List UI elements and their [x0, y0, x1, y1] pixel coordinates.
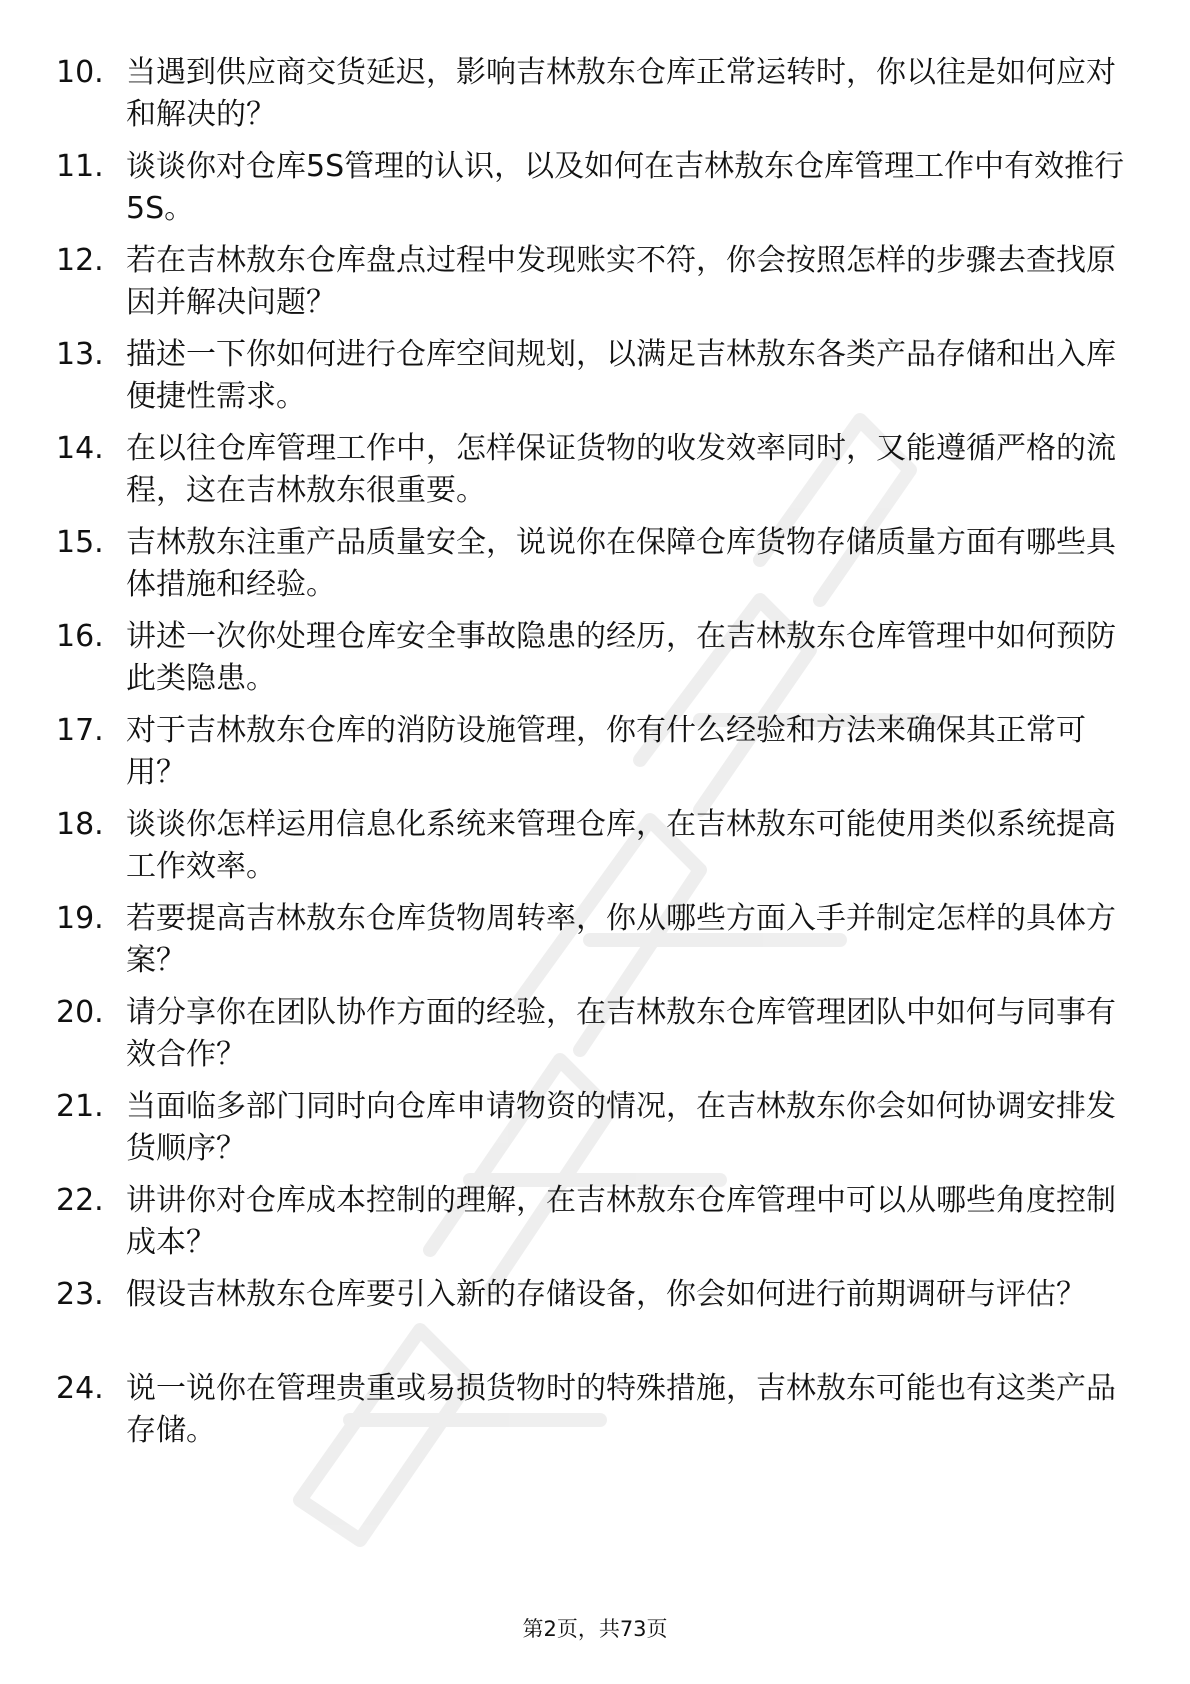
question-text: 描述一下你如何进行仓库空间规划，以满足吉林敖东各类产品存储和出入库便捷性需求。 — [126, 337, 1116, 414]
question-text: 当遇到供应商交货延迟，影响吉林敖东仓库正常运转时，你以往是如何应对和解决的？ — [126, 55, 1116, 132]
question-number: 21. — [56, 1089, 104, 1124]
question-item — [0, 240, 1190, 330]
question-item — [0, 710, 1190, 800]
question-text: 吉林敖东注重产品质量安全，说说你在保障仓库货物存储质量方面有哪些具体措施和经验。 — [126, 525, 1116, 602]
question-text: 在以往仓库管理工作中，怎样保证货物的收发效率同时，又能遵循严格的流程，这在吉林敖东很重要。 — [126, 431, 1116, 508]
question-number: 12. — [56, 243, 104, 278]
question-number: 13. — [56, 337, 104, 372]
question-number: 22. — [56, 1183, 104, 1218]
question-text: 对于吉林敖东仓库的消防设施管理，你有什么经验和方法来确保其正常可用？ — [126, 713, 1086, 790]
question-text: 说一说你在管理贵重或易损货物时的特殊措施，吉林敖东可能也有这类产品存储。 — [126, 1371, 1116, 1448]
page-number-footer: 第2页，共73页 — [522, 1617, 668, 1641]
question-number: 16. — [56, 619, 104, 654]
question-text: 谈谈你对仓库5S管理的认识，以及如何在吉林敖东仓库管理工作中有效推行5S。 — [126, 149, 1125, 226]
question-item — [0, 1180, 1190, 1270]
question-item — [0, 1274, 1190, 1364]
question-number: 10. — [56, 55, 104, 90]
question-item — [0, 898, 1190, 988]
question-number: 19. — [56, 901, 104, 936]
question-text: 若在吉林敖东仓库盘点过程中发现账实不符，你会按照怎样的步骤去查找原因并解决问题？ — [126, 243, 1116, 320]
question-text: 讲述一次你处理仓库安全事故隐患的经历，在吉林敖东仓库管理中如何预防此类隐患。 — [126, 619, 1116, 696]
question-number: 23. — [56, 1277, 104, 1312]
question-item — [0, 428, 1190, 518]
question-item — [0, 1368, 1190, 1458]
question-number: 17. — [56, 713, 104, 748]
question-text: 谈谈你怎样运用信息化系统来管理仓库，在吉林敖东可能使用类似系统提高工作效率。 — [126, 807, 1116, 884]
question-text: 请分享你在团队协作方面的经验，在吉林敖东仓库管理团队中如何与同事有效合作？ — [126, 995, 1116, 1072]
question-item — [0, 52, 1190, 142]
question-item — [0, 146, 1190, 236]
question-item — [0, 334, 1190, 424]
question-number: 11. — [56, 149, 104, 184]
question-number: 14. — [56, 431, 104, 466]
question-item — [0, 522, 1190, 612]
question-item — [0, 616, 1190, 706]
question-item — [0, 992, 1190, 1082]
question-number: 24. — [56, 1371, 104, 1406]
question-number: 20. — [56, 995, 104, 1030]
question-number: 18. — [56, 807, 104, 842]
question-text: 假设吉林敖东仓库要引入新的存储设备，你会如何进行前期调研与评估？ — [126, 1277, 1086, 1312]
question-item — [0, 804, 1190, 894]
question-text: 若要提高吉林敖东仓库货物周转率，你从哪些方面入手并制定怎样的具体方案？ — [126, 901, 1116, 978]
question-number: 15. — [56, 525, 104, 560]
question-item — [0, 1086, 1190, 1176]
question-text: 当面临多部门同时向仓库申请物资的情况，在吉林敖东你会如何协调安排发货顺序？ — [126, 1089, 1116, 1166]
question-text: 讲讲你对仓库成本控制的理解，在吉林敖东仓库管理中可以从哪些角度控制成本？ — [126, 1183, 1116, 1260]
